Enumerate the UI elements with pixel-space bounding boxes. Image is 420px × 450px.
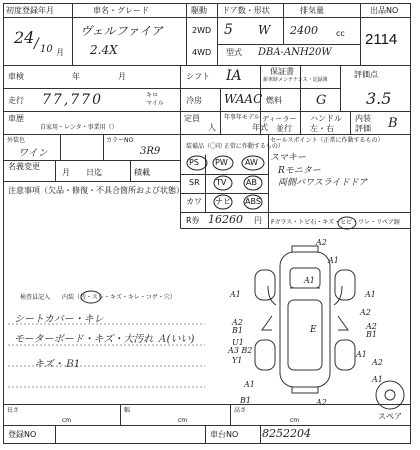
capacity-unit: 人 xyxy=(208,123,216,132)
reg-month: 10 xyxy=(40,44,53,55)
ac-label: 冷房 xyxy=(186,96,202,105)
chassis-label: 車台NO xyxy=(210,430,239,439)
width-unit: cm xyxy=(178,417,188,424)
km-unit: キロ xyxy=(146,92,159,99)
reg-no-label: 登録NO xyxy=(8,430,37,439)
color-code: 3R9 xyxy=(140,146,161,157)
shift-label: シフト xyxy=(186,72,210,81)
drive-2wd: 2WD xyxy=(192,26,212,35)
score-label: 評価点 xyxy=(354,70,378,79)
mileage-value: 77,770 xyxy=(42,92,103,108)
door-count: 5 xyxy=(224,22,233,38)
damage-mark: E xyxy=(310,325,317,335)
color-no-label: カラーNO xyxy=(106,137,134,144)
rcert-unit: 円 xyxy=(254,216,262,225)
inspector-label: 検査員記入 xyxy=(20,294,51,301)
fuel-value: G xyxy=(316,93,327,108)
inspection-year: 年 xyxy=(72,72,80,81)
model-label: 型式 xyxy=(226,48,242,57)
exterior-label: 外装色 xyxy=(7,137,26,144)
fuel-label: 燃料 xyxy=(266,96,282,105)
damage-mark: A2 xyxy=(366,322,377,331)
damage-mark: A3 B2 xyxy=(228,346,253,355)
damage-mark: A2 xyxy=(372,358,383,367)
damage-mark: A1 xyxy=(328,256,339,265)
inspection-month: 月 xyxy=(118,72,126,81)
damage-mark: A1 xyxy=(365,290,376,299)
length-unit: cm xyxy=(62,417,72,424)
displacement-unit: cc xyxy=(336,29,345,38)
lot-no-label: 出品NO xyxy=(370,6,399,15)
handle-sub: 左・右 xyxy=(310,124,334,133)
height-unit: cm xyxy=(290,417,300,424)
damage-mark: B1 xyxy=(232,326,243,335)
equip-abs: ABS xyxy=(245,197,261,206)
note-line-1: シートカバー・キレ xyxy=(14,314,104,325)
sales-point-2: Rモニター xyxy=(278,166,321,176)
displacement-value: 2400 xyxy=(290,24,318,37)
damage-mark: U1 xyxy=(232,338,244,347)
inspection-label: 車検 xyxy=(8,72,24,81)
equip-label: 装備品（〇印 正常に作動するもの） xyxy=(186,143,284,150)
loaded-label: 積載 xyxy=(134,168,150,177)
interior-sub: 評価 xyxy=(355,124,371,133)
length-label: 長さ xyxy=(7,407,20,414)
height-label: 高さ xyxy=(234,407,247,414)
handle-label: ハンドル xyxy=(310,114,342,123)
door-shape: W xyxy=(258,23,271,37)
sales-point-3: 両側パワスライドドア xyxy=(278,178,368,188)
rcert-label: R券 xyxy=(186,216,200,225)
glass-row: Fガラス・トビ石・キズ・ヒビ・ワレ・リペア跡 xyxy=(271,219,401,226)
dealer-sub: 並行 xyxy=(276,124,292,133)
reg-month-unit: 月 xyxy=(56,48,64,57)
name-change-label: 名義変更 xyxy=(8,162,40,171)
width-label: 幅 xyxy=(124,407,131,414)
damage-mark: A1 xyxy=(304,276,315,285)
equip-pw: PW xyxy=(215,158,228,167)
color-value: ワイン xyxy=(18,148,48,159)
warranty-label: 保証書 xyxy=(270,67,294,76)
equip-aw: AW xyxy=(245,158,258,167)
damage-mark: B1 xyxy=(240,396,251,405)
equip-leather: カワ xyxy=(186,197,202,206)
sales-point-label: セールスポイント（正常に作動するもの） xyxy=(270,137,384,144)
mile-unit: マイル xyxy=(146,100,164,107)
equip-tv: TV xyxy=(216,178,227,187)
damage-mark: A2 xyxy=(316,398,327,407)
history-sub: 自家用・レンタ・事業用（） xyxy=(40,124,118,131)
damage-mark: A1 xyxy=(230,290,241,299)
equip-ps: PS xyxy=(189,158,199,167)
equip-ab: AB xyxy=(246,178,257,187)
car-name: ヴェルファイア xyxy=(80,24,163,38)
first-reg-label: 初度登録年月 xyxy=(6,6,54,15)
car-grade-label: 車名・グレード xyxy=(93,6,149,15)
damage-mark: A1 xyxy=(372,375,383,384)
note-line-3: キズ・Ｂ1 xyxy=(34,359,81,370)
spare-label: スペア xyxy=(378,412,402,421)
deadline-label: 月 日迄 xyxy=(62,168,102,177)
model-value: DBA-ANH20W xyxy=(258,47,332,58)
drive-label: 駆動 xyxy=(191,6,207,15)
history-label: 車歴 xyxy=(8,114,24,123)
note-line-2: モーターボード・キズ・大汚れ Ａ(いい) xyxy=(14,334,195,345)
capacity-label: 定員 xyxy=(184,114,200,123)
reg-year: 24 xyxy=(14,28,35,47)
drive-4wd: 4WD xyxy=(192,48,212,57)
dealer-label: ディーラー xyxy=(262,115,297,123)
inspector-items: 内装（汚・スレ・キズ・キレ・コゲ・穴） xyxy=(62,294,176,301)
notes-label: 注意事項（欠品・修復・不具合箇所および状態） xyxy=(8,186,184,195)
shift-value: IA xyxy=(226,68,242,84)
damage-mark: A2 xyxy=(360,308,371,317)
model-year-label: 年事年モデル xyxy=(224,114,260,121)
damage-mark: A1 xyxy=(356,350,367,359)
equip-nav: ナビ xyxy=(215,197,231,206)
mileage-label: 走行 xyxy=(8,96,24,105)
damage-mark: A2 xyxy=(316,238,327,247)
damage-mark: B1 xyxy=(366,330,377,339)
doors-shape-label: ドア数・形状 xyxy=(222,6,270,15)
warranty-sub: 新車時メンテナンス・記録簿 xyxy=(263,77,328,83)
equip-sr: SR xyxy=(189,178,200,187)
damage-mark: A1 xyxy=(244,380,255,389)
reg-year-slash: / xyxy=(34,36,39,52)
sales-point-1: スマキー xyxy=(270,153,306,163)
interior-label: 内装 xyxy=(355,114,371,123)
car-grade: 2.4X xyxy=(90,43,118,57)
interior-value: B xyxy=(388,116,398,131)
car-diagram xyxy=(255,246,404,409)
ac-value: WAAC xyxy=(224,92,263,106)
chassis-value: 8252204 xyxy=(262,427,311,440)
damage-mark: A2 xyxy=(232,318,243,327)
lot-no-value: 2114 xyxy=(365,31,398,48)
displacement-label: 排気量 xyxy=(300,6,324,15)
year-model: 年式 xyxy=(252,123,268,132)
rcert-value: 16260 xyxy=(208,213,243,226)
score-value: 3.5 xyxy=(366,89,392,108)
damage-mark: Y1 xyxy=(232,356,243,365)
